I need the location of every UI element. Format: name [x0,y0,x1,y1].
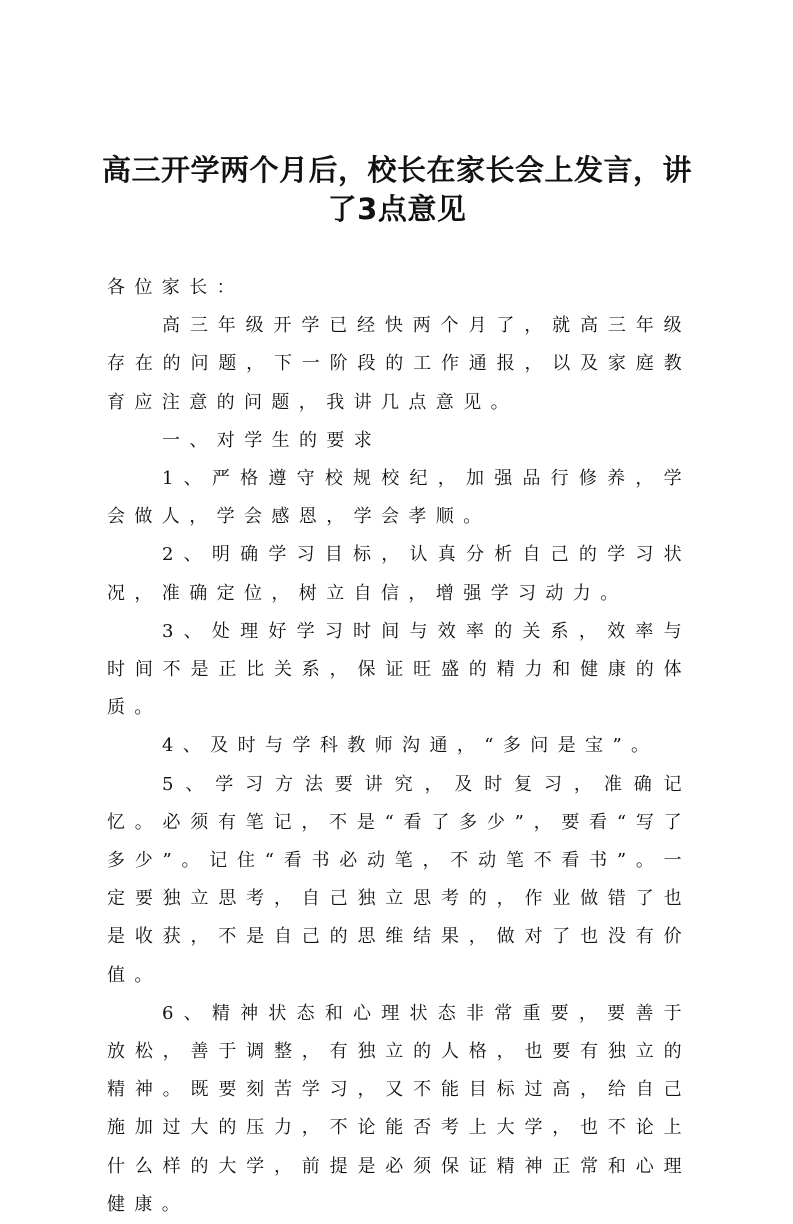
paragraph-item-4: 4、及时与学科教师沟通，“多问是宝”。 [162,735,659,757]
document-body [107,269,691,1224]
paragraph-item-2: 2、明确学习目标，认真分析自己的学习状况，准确定位，树立自信，增强学习动力。 [107,544,691,604]
paragraph-item-1: 1、严格遵守校规校纪，加强品行修养，学会做人，学会感恩，学会孝顺。 [107,468,691,528]
greeting: 各位家长： [107,277,244,298]
paragraph-item-6: 6、精神状态和心理状态非常重要，要善于放松，善于调整，有独立的人格，也要有独立的精神。既要刻苦学习，又不能目标过高，给自己施加过大的压力，不论能否考上大学，也不论上什么样的大学，前提是必须保证精神正常和心理健康。 [107,1002,691,1215]
document-title: 高三开学两个月后，校长在家长会上发言，讲了3点意见 [101,153,692,226]
paragraph-intro: 高三年级开学已经快两个月了，就高三年级存在的问题，下一阶段的工作通报，以及家庭教育应注意的问题，我讲几点意见。 [107,315,691,413]
paragraph-item-5: 5、学习方法要讲究，及时复习，准确记忆。必须有笔记，不是“看了多少”，要看“写了多少”。记住“看书必动笔，不动笔不看书”。一定要独立思考，自己独立思考的，作业做错了也是收获，不是自己的思维结果，做对了也没有价值。 [107,773,691,986]
section-heading: 一、对学生的要求 [162,429,382,451]
paragraph-item-3: 3、处理好学习时间与效率的关系，效率与时间不是正比关系，保证旺盛的精力和健康的体质。 [107,620,691,719]
